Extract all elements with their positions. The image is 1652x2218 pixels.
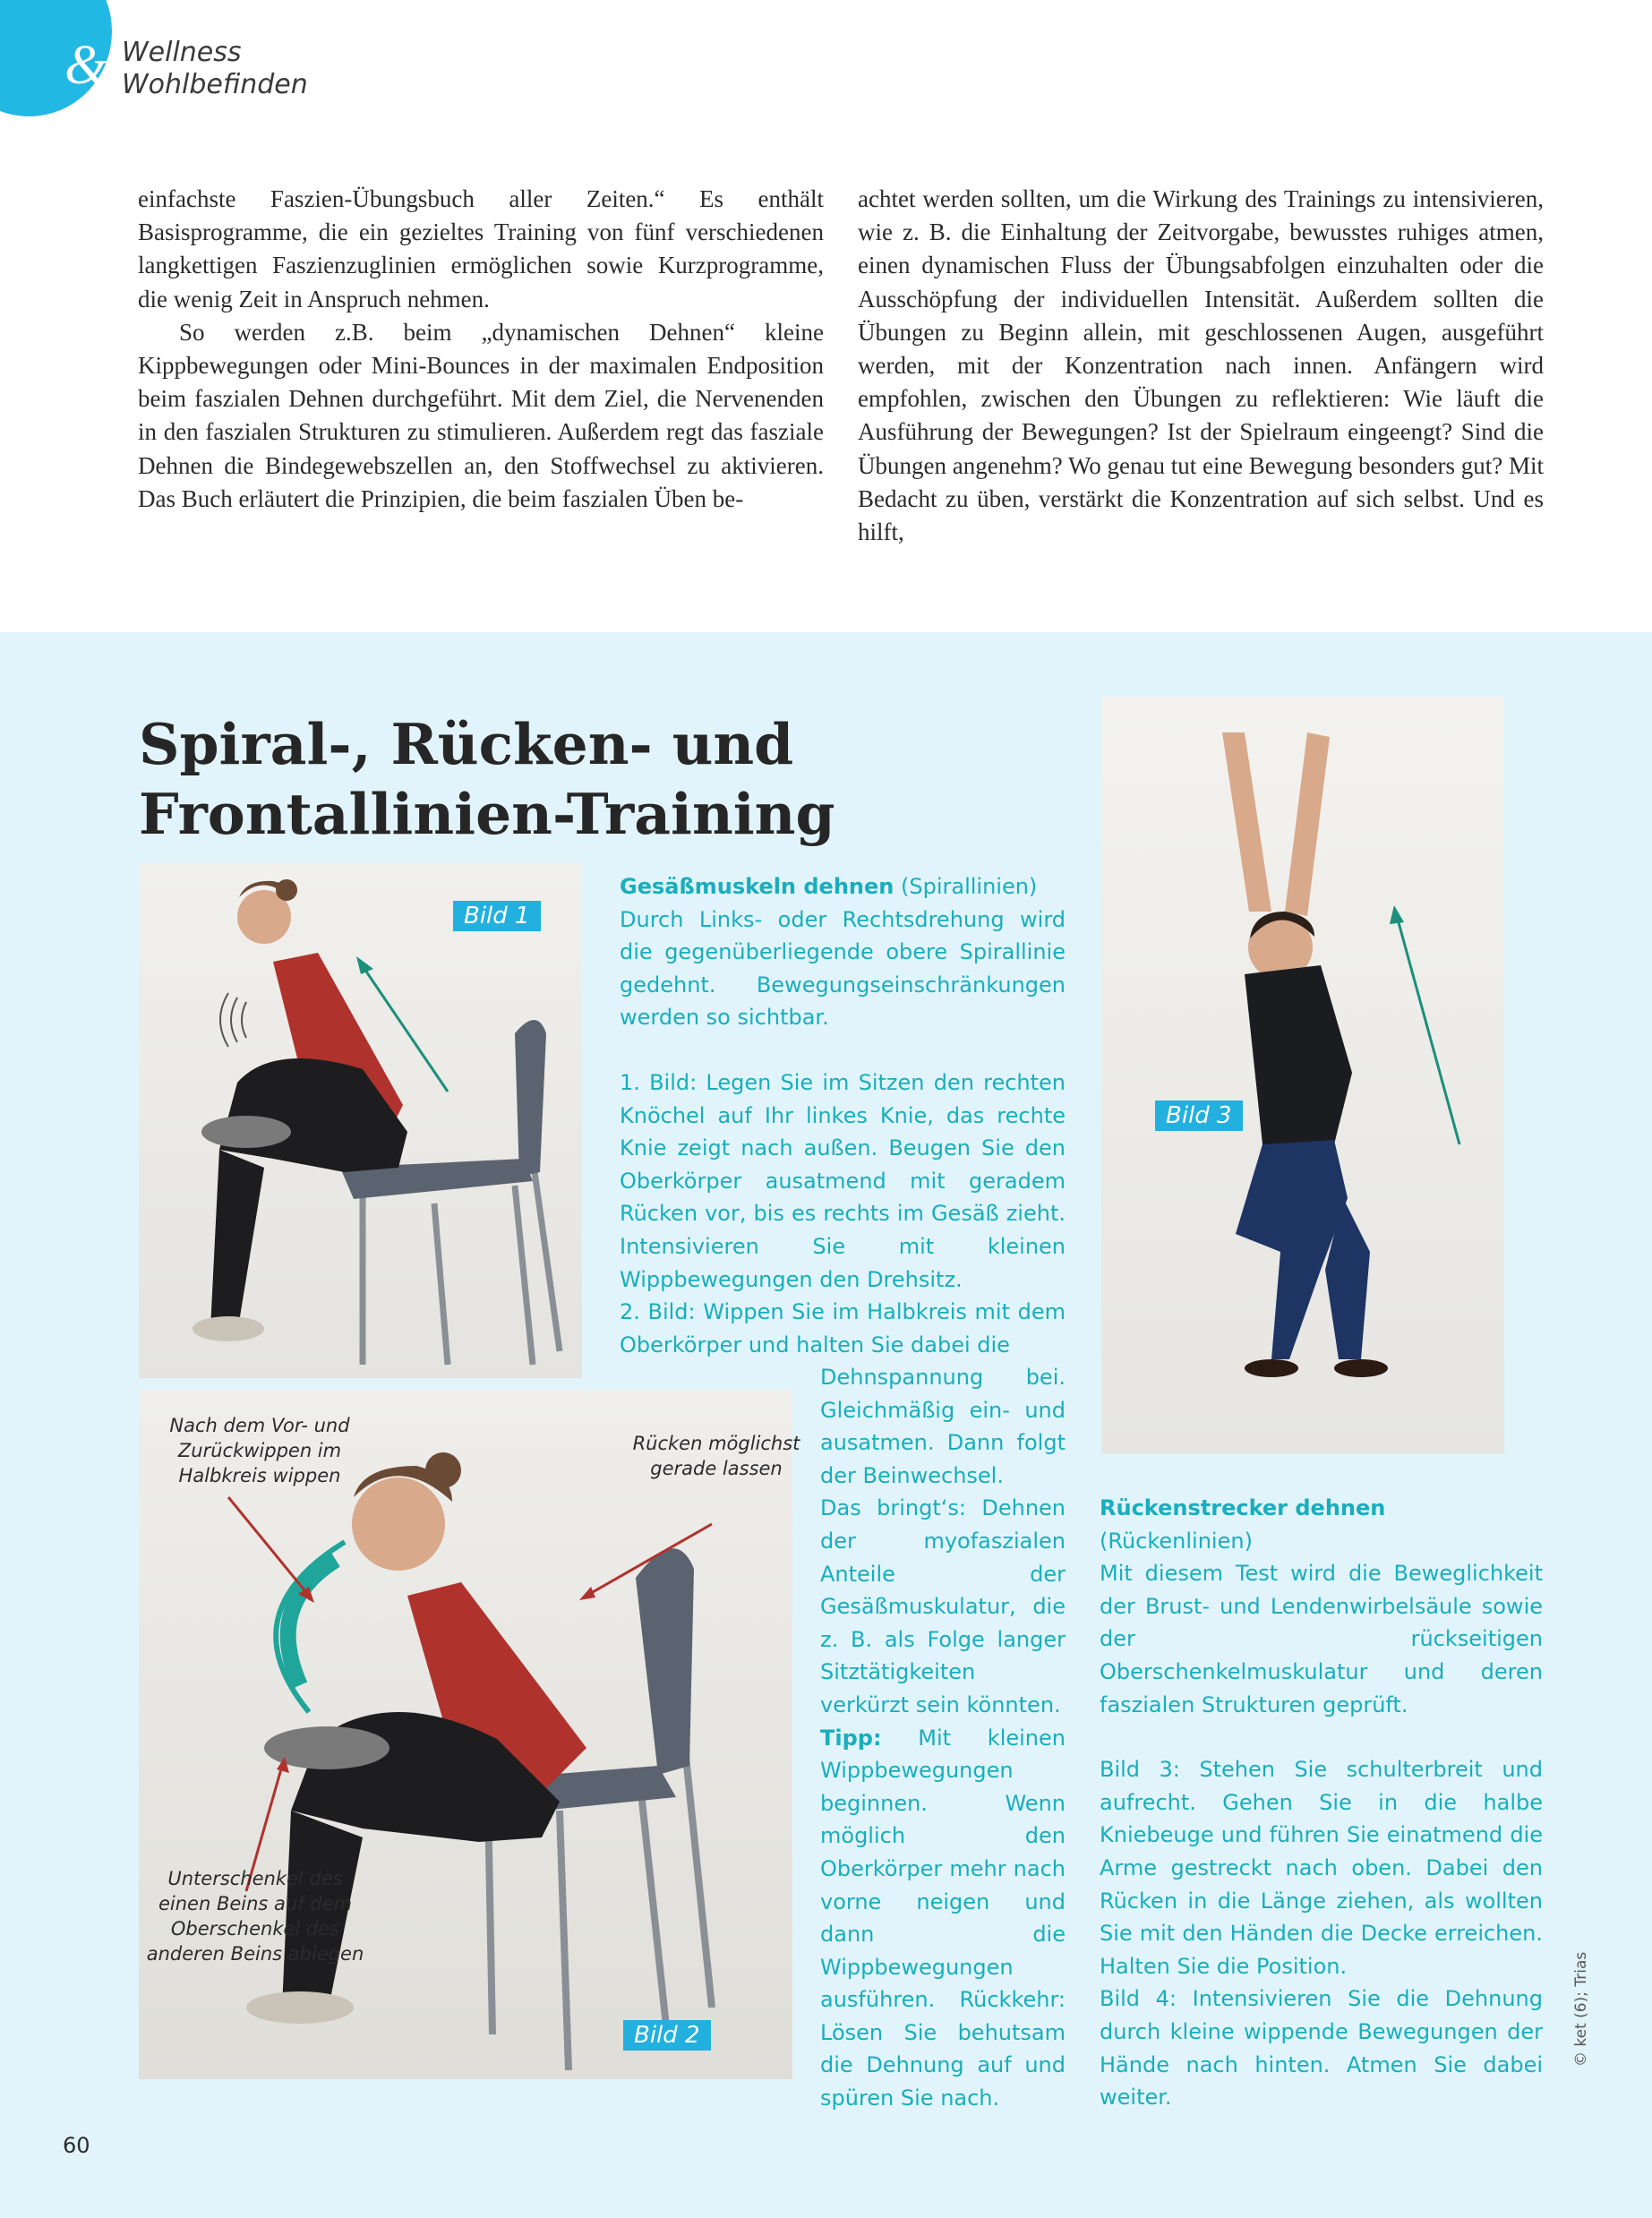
- category-ampersand: &: [64, 35, 108, 96]
- page-number: 60: [63, 2133, 90, 2158]
- category-label-wellness: Wellness: [122, 37, 242, 68]
- article-paragraph: So werden z.B. beim „dynamischen Dehnen“ kleine Kippbewegungen oder Mini-Bounces in der maximalen Endposition beim faszialen Dehnen durchgeführt. Mit dem Ziel, die Nervenenden in den faszialen Strukturen zu stimulieren. Außerdem regt das fasziale Dehnen die Bindegewebszellen an, den Stoffwechsel zu aktivieren. Das Buch erläutert die Prinzipien, die beim faszialen Üben be-: [138, 318, 824, 512]
- category-label-wohlbefinden: Wohlbefinden: [122, 69, 308, 100]
- exercise-text-ruecken: [1100, 1492, 1543, 2114]
- photo-credit: © ket (6); Trias: [1572, 1951, 1590, 2067]
- article-column-right: [858, 183, 1544, 549]
- exercise-heading: [620, 870, 1066, 903]
- article-paragraph: einfachste Faszien-Übungsbuch aller Zeiten.“ Es enthält Basisprogramme, die ein gezieltes Training von fünf verschiedenen langkettigen Faszienzuglinien ermöglichen sowie Kurzprogramme, die wenig Zeit in Anspruch nehmen.: [138, 185, 824, 313]
- exercise-heading: [1100, 1492, 1543, 1557]
- panel-title-line: Spiral-, Rücken- und: [139, 711, 794, 777]
- woman-seated-illustration: [139, 863, 582, 1378]
- photo-label-bild-2: Bild 2: [623, 2020, 711, 2051]
- exercise-text-gesaess-cont: [820, 1361, 1066, 2115]
- exercise-heading-suffix: (Spirallinien): [894, 874, 1038, 899]
- photo-label-bild-3: Bild 3: [1155, 1100, 1243, 1131]
- photo-label-bild-1: Bild 1: [453, 901, 541, 931]
- exercise-step-1: 1. Bild: Legen Sie im Sitzen den rechten Knöchel auf Ihr linkes Knie, das rechte Knie zeigt nach außen. Beugen Sie den Oberkörper ausatmend mit geradem Rücken vor, bis es rechts im Gesäß zieht. Intensivieren Sie mit kleinen Wippbewegungen den Drehsitz.: [620, 1069, 1066, 1292]
- exercise-step-3: Bild 3: Stehen Sie schulterbreit und aufrecht. Gehen Sie in die halbe Kniebeuge und führen Sie einatmend die Arme gestreckt nach oben. Dabei den Rücken in die Länge ziehen, als wollten Sie mit den Händen die Decke erreichen. Halten Sie die Position.: [1100, 1757, 1543, 1979]
- exercise-tip-text: Mit kleinen Wippbewegungen beginnen. Wenn möglich den Oberkörper mehr nach vorne neigen und dann die Wippbewegungen ausführen. Rückkehr: Lösen Sie behutsam die Dehnung auf und spüren Sie nach.: [820, 1725, 1066, 2111]
- panel-title: [139, 709, 1034, 849]
- exercise-tip-label: Tipp:: [820, 1725, 882, 1751]
- exercise-step-2-cont: Dehnspannung bei. Gleichmäßig ein- und ausatmen. Dann folgt der Beinwechsel.: [820, 1365, 1066, 1488]
- annotation-straight-back: Rücken möglichst gerade lassen: [632, 1433, 800, 1479]
- exercise-text-gesaess: [620, 870, 1066, 1361]
- photo-seated-stretch-2: [139, 1390, 792, 2079]
- exercise-heading-suffix: (Rückenlinien): [1100, 1528, 1253, 1554]
- exercise-heading-bold: Gesäßmuskeln dehnen: [620, 874, 894, 899]
- man-squat-illustration: [1101, 697, 1504, 1454]
- exercise-heading-bold: Rückenstrecker dehnen: [1100, 1495, 1386, 1520]
- exercise-benefit: Das bringt‘s: Dehnen der myofaszialen Anteile der Gesäßmuskulatur, die z. B. als Folge langer Sitztätigkeiten verkürzt sein könnten.: [820, 1495, 1066, 1717]
- exercise-tip: [820, 1722, 1066, 2115]
- exercise-intro: Durch Links- oder Rechtsdrehung wird die gegenüberliegende obere Spirallinie gedehnt. Bewegungseinschränkungen werden so sichtbar.: [620, 906, 1066, 1031]
- exercise-step-4: Bild 4: Intensivieren Sie die Dehnung durch kleine wippende Bewegungen der Hände nach hinten. Atmen Sie dabei weiter.: [1100, 1986, 1543, 2111]
- exercise-step-2: 2. Bild: Wippen Sie im Halbkreis mit dem Oberkörper und halten Sie dabei die: [620, 1299, 1066, 1357]
- article-paragraph: achtet werden sollten, um die Wirkung des Trainings zu intensivieren, wie z. B. die Einhaltung der Zeitvorgabe, bewusstes ruhiges atmen, einen dynamischen Fluss der Übungsabfolgen einzuhalten oder die Ausschöpfung der individuellen Intensität. Außerdem sollten die Übungen zu Beginn allein, mit geschlossenen Augen, ausgeführt werden, mit der Konzentration nach innen. Anfängern wird empfohlen, zwischen den Übungen zu reflektieren: Wie läuft die Ausführung der Bewegungen? Ist der Spielraum eingeengt? Sind die Übungen angenehm? Wo genau tut eine Bewegung besonders gut? Mit Bedacht zu üben, verstärkt die Konzentration auf sich selbst. Und es hilft,: [858, 185, 1544, 546]
- photo-standing-stretch-3: [1101, 697, 1504, 1454]
- annotation-leg-placement: Unterschenkel des einen Beins auf dem Oberschenkel des anderen Beins ablegen: [146, 1868, 364, 1965]
- panel-title-line: Frontallinien-Training: [139, 781, 835, 847]
- article-column-left: [138, 183, 824, 516]
- woman-rocking-illustration: [139, 1390, 792, 2079]
- photo-seated-stretch-1: [139, 863, 582, 1378]
- exercise-intro: Mit diesem Test wird die Beweglichkeit der Brust- und Lendenwirbelsäule sowie der rückseitigen Oberschenkelmuskulatur und deren faszialen Strukturen geprüft.: [1100, 1561, 1543, 1717]
- annotation-rocking: Nach dem Vor- und Zurückwippen im Halbkreis wippen: [169, 1415, 350, 1486]
